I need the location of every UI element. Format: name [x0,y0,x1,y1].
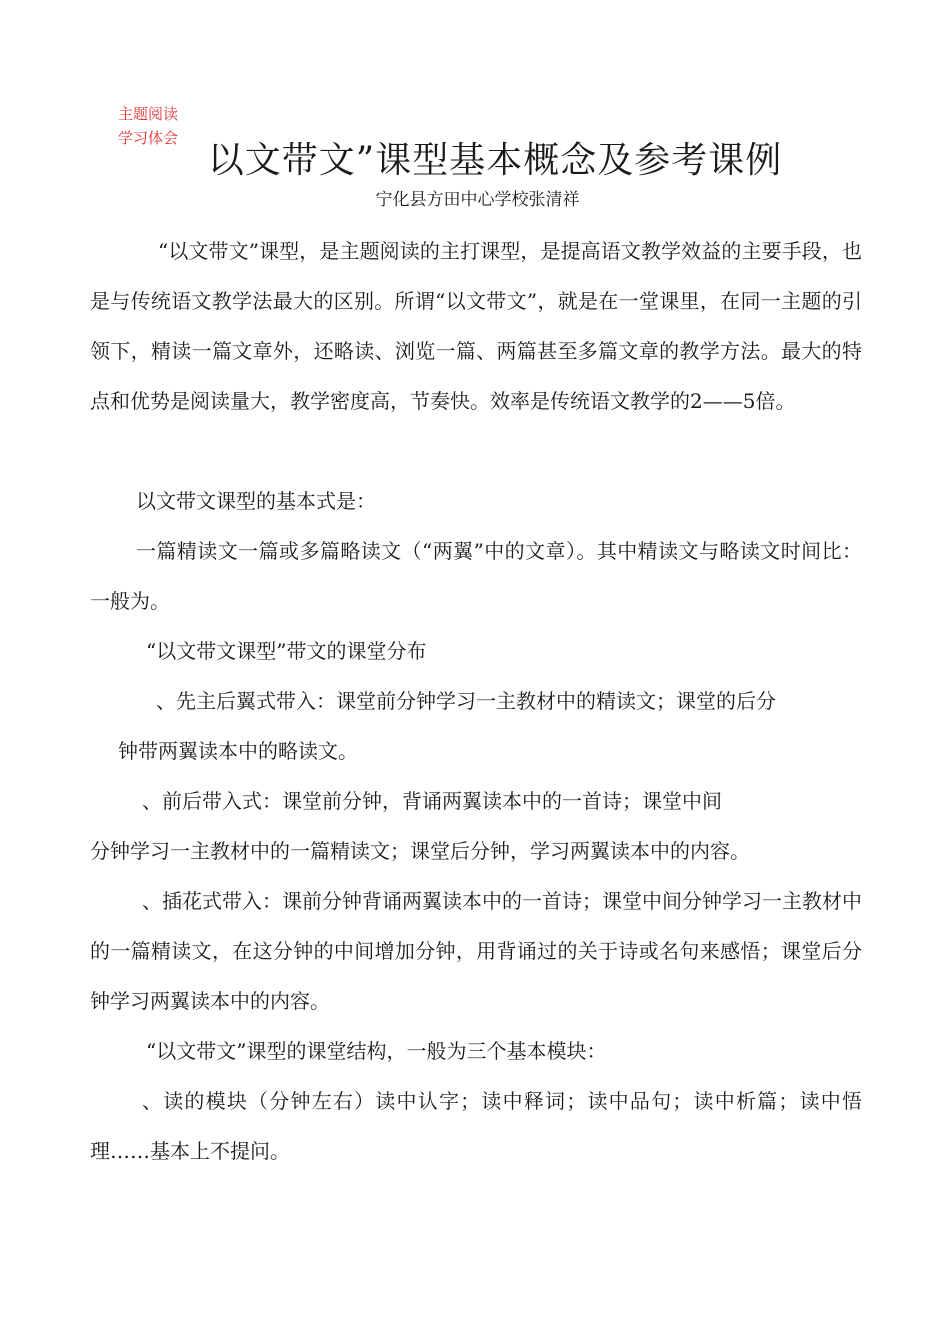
item2-line2: 分钟学习一主教材中的一篇精读文；课堂后分钟，学习两翼读本中的内容。 [90,839,750,863]
intro-paragraph-block [90,226,862,426]
item3-block [90,876,862,1026]
document-title: 以文带文”课型基本概念及参考课例 [207,140,783,181]
item3-paragraph: 、插花式带入：课前分钟背诵两翼读本中的一首诗；课堂中间分钟学习一主教材中的一篇精读文，在这分钟的中间增加分钟，用背诵过的关于诗或名句来感悟；课堂后分钟学习两翼读本中的内容。 [90,889,862,1013]
item1-block [90,676,862,776]
item2-block [90,776,862,876]
basic-form-paragraph: 一篇精读文一篇或多篇略读文（“两翼”中的文章）。其中精读文与略读文时间比：一般为。 [90,539,862,613]
structure-heading-block [90,1026,862,1076]
basic-form-block [90,526,862,626]
document-author: 宁化县方田中心学校张清祥 [375,190,580,210]
item1-line2: 钟带两翼读本中的略读文。 [118,739,358,763]
module1-paragraph: 、读的模块（分钟左右）读中认字；读中释词；读中品句；读中析篇；读中悟理……基本上不提问。 [90,1089,862,1163]
intro-paragraph: “以文带文”课型，是主题阅读的主打课型，是提高语文教学效益的主要手段，也是与传统语文教学法最大的区别。所谓“以文带文”，就是在一堂课里，在同一主题的引领下，精读一篇文章外，还略读、浏览一篇、两篇甚至多篇文章的教学方法。最大的特点和优势是阅读量大，教学密度高，节奏快。效率是传统语文教学的2——5倍。 [90,239,862,413]
basic-form-heading: 以文带文课型的基本式是： [136,489,376,513]
basic-form-heading-block [90,476,862,526]
distribution-heading-block [90,626,862,676]
item2-line1: 、前后带入式：课堂前分钟，背诵两翼读本中的一首诗；课堂中间 [142,789,722,813]
module1-block [90,1076,862,1176]
stamp-line-1: 主题阅读 [118,105,179,123]
distribution-heading: “以文带文课型”带文的课堂分布 [146,639,427,663]
item1-line1: 、先主后翼式带入：课堂前分钟学习一主教材中的精读文；课堂的后分 [156,689,776,713]
stamp-line-2: 学习体会 [118,129,179,147]
structure-heading: “以文带文”课型的课堂结构，一般为三个基本模块： [146,1039,607,1063]
